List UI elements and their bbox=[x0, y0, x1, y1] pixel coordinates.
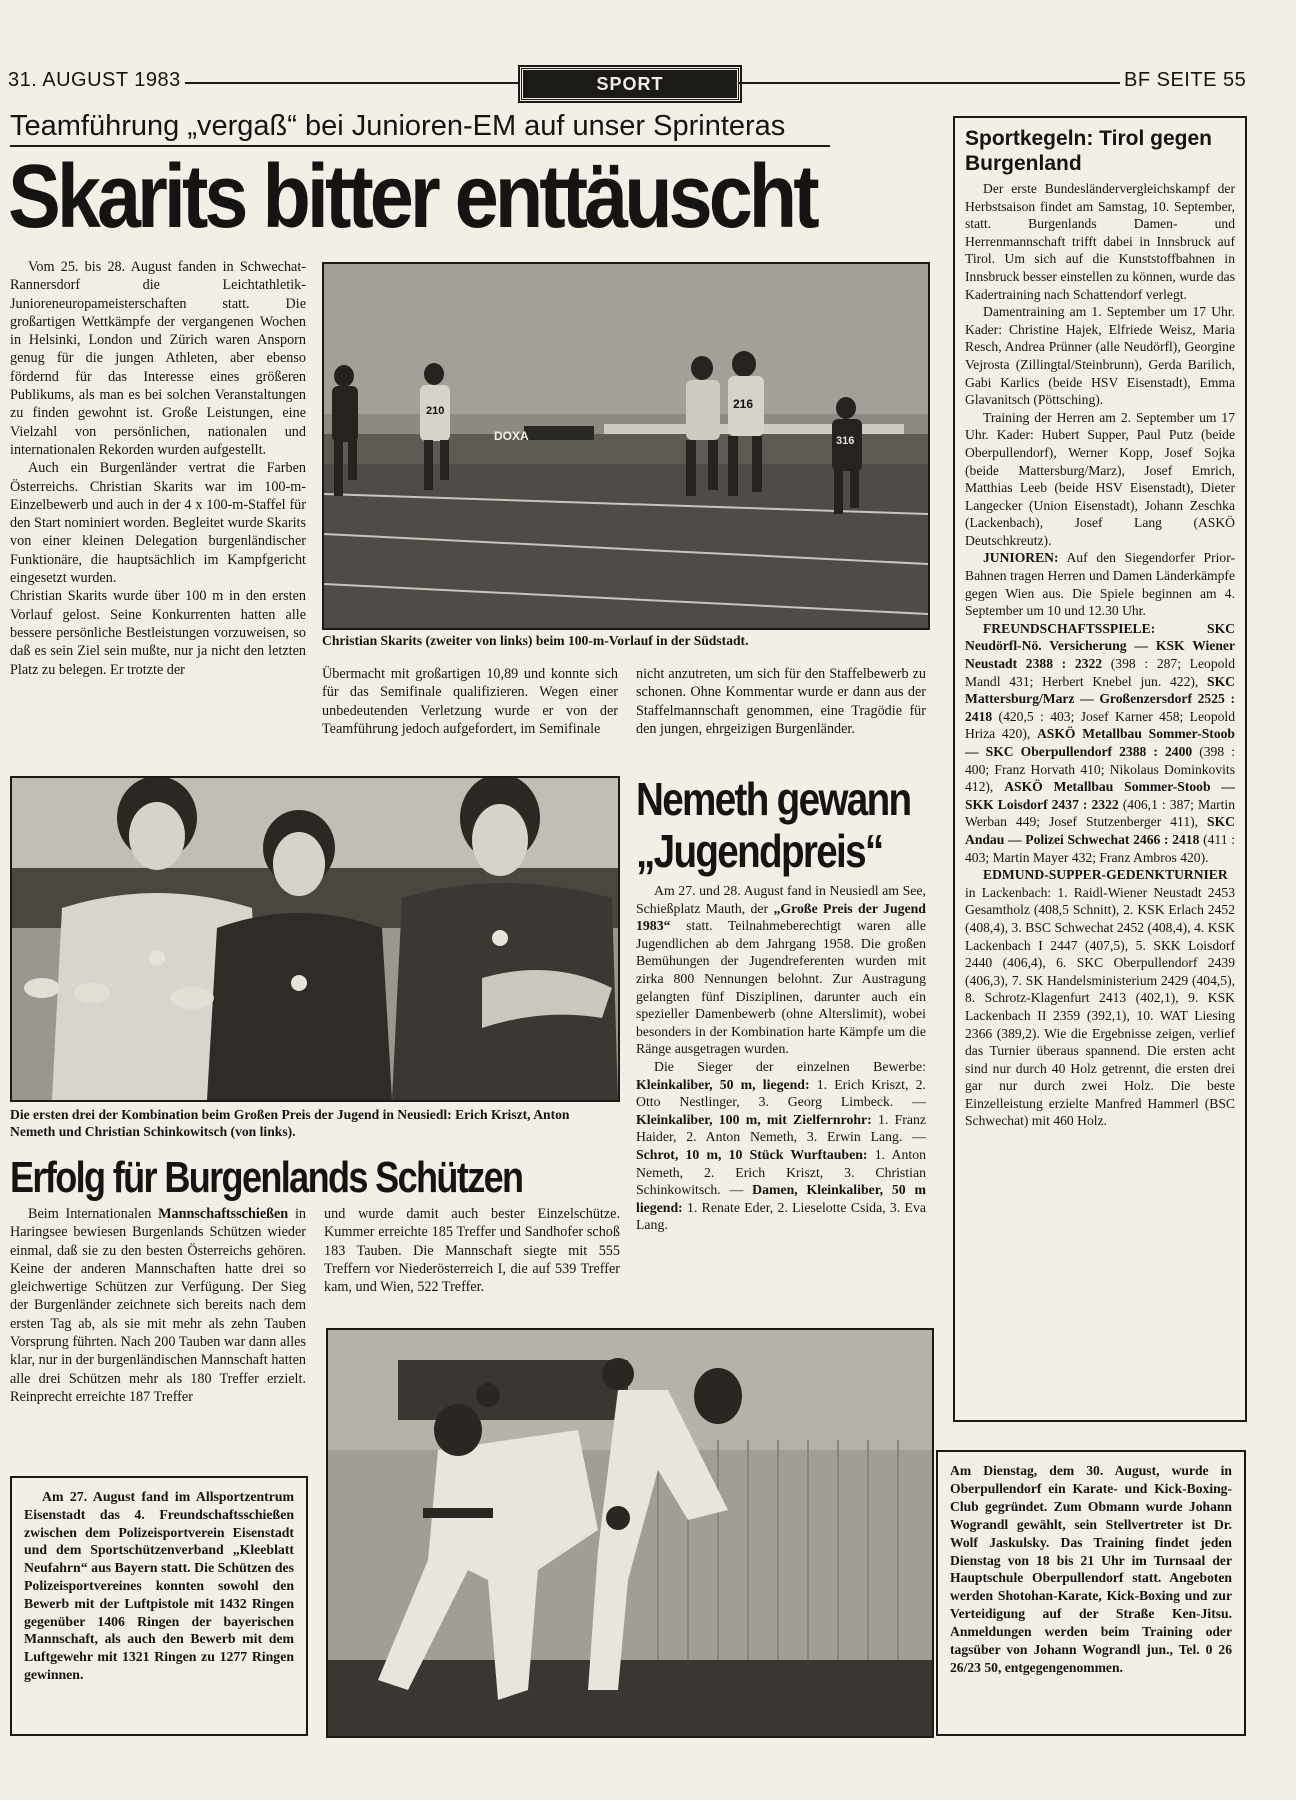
karate-photo bbox=[326, 1328, 934, 1738]
match-result: SKC Neudörfl-Nö. Versicherung — KSK Wiener Neustadt 2388 : 2322 bbox=[965, 620, 1235, 672]
header-page: BF SEITE 55 bbox=[1124, 69, 1247, 91]
kicker: Teamführung „vergaß“ bei Junioren-EM auf unser Sprinteras bbox=[10, 110, 830, 147]
match-result: SKC Andau — Polizei Schwechat 2466 : 2418 bbox=[965, 814, 1235, 847]
kegeln-junioren bbox=[965, 549, 1235, 619]
kegeln-box bbox=[953, 116, 1247, 1422]
kegeln-turnier-label: EDMUND-SUPPER-GEDENKTURNIER bbox=[983, 867, 1228, 883]
schuetzen-col-1 bbox=[10, 1205, 306, 1406]
kegeln-junioren-text: Auf den Siegendorfer Prior-Bahnen tragen Herren und Damen Länderkämpfe gegen Wien aus. Die Spiele beginnen am 4. September um 10 und 12.30 Uhr. bbox=[965, 550, 1235, 619]
header-rule-left bbox=[185, 82, 519, 84]
match-result: ASKÖ Metallbau Sommer-Stoob — SKK Loisdorf 2437 : 2322 bbox=[965, 779, 1236, 812]
bib-number: 316 bbox=[836, 435, 855, 447]
nemeth-text: Am 27. und 28. August fand in Neusiedl am See, Schießplatz Mauth, der bbox=[636, 883, 926, 916]
header-rule-right bbox=[738, 82, 1120, 84]
freundschaft-box bbox=[10, 1476, 308, 1736]
kegeln-paragraph: Damentraining am 1. September um 17 Uhr. Kader: Christine Hajek, Elfriede Weisz, Maria Resch, Andrea Prünner (alle Neudörfl), Georgine Vejrosta (Zillingtal/Steinbrunn), Gerda Barilich, Gabi Karlics (beide HSV Eisenstadt), Emma Glavanitsch (Pöttsching). bbox=[965, 304, 1235, 408]
section-label: SPORT bbox=[520, 67, 740, 101]
kegeln-paragraph: Der erste Bundesländervergleichskampf der Herbstsaison findet am Samstag, 10. September, statt. Burgenlands Damen- und Herrenmannschaft trifft dabei in Innsbruck auf Tirol. Um sich auf die Kunststoffbahnen in Innsbruck besser einstellen zu können, wurde das Kadertraining nach Schattendorf verlegt. bbox=[965, 181, 1235, 302]
nemeth-body bbox=[636, 882, 926, 1234]
kegeln-freund-label: FREUNDSCHAFTSSPIELE: bbox=[983, 620, 1156, 636]
schuetzen-paragraph bbox=[10, 1205, 306, 1406]
nemeth-paragraph bbox=[636, 882, 926, 1058]
match-result: SKC Mattersburg/Marz — Großenzersdorf 2525 : 2418 bbox=[965, 673, 1235, 724]
schuetzen-paragraph: und wurde damit auch bester Einzelschütze. Kummer erreichte 185 Treffer und Sandhofer schoß 183 Tauben. Die Mannschaft siegte mit 555 Treffern vor Niederösterreich I, die auf 539 Treffer kam, und Wien, 522 Treffer. bbox=[324, 1206, 620, 1296]
schuetzen-col-2 bbox=[324, 1205, 620, 1296]
story-paragraph: Vom 25. bis 28. August fanden in Schwechat-Rannersdorf die Leichtathletik-Junioreneuropameisterschaften statt. Die großartigen Wettkämpfe der vergangenen Wochen in Helsinki, London und Zürich waren Ansporn genug für die jungen Athleten, aber ebenso fördernd für das Interesse eines größeren Publikums, als man es bei solchen Veranstaltungen zu finden gewohnt ist. Große Leistungen, eine Vielzahl von persönlichen, nationalen und internationalen Rekorden wurden aufgestellt. bbox=[10, 259, 306, 458]
kegeln-freundschaft bbox=[965, 620, 1235, 866]
header-date: 31. AUGUST 1983 bbox=[8, 69, 181, 91]
shooters-photo bbox=[10, 776, 620, 1102]
schuetzen-headline: Erfolg für Burgenlands Schützen bbox=[10, 1153, 523, 1202]
sprint-photo bbox=[322, 262, 930, 630]
kegeln-junioren-label: JUNIOREN: bbox=[983, 550, 1059, 566]
bib-number: 216 bbox=[733, 397, 754, 411]
story-paragraph: Übermacht mit großartigen 10,89 und konnte sich für das Semifinale qualifizieren. Wegen einer unbedeutenden Verletzung wurde er von der Teamführung jedoch aufgefordert, im Semifinale bbox=[322, 666, 618, 737]
schuetzen-text: Beim Internationalen bbox=[28, 1206, 159, 1222]
match-detail: (411 : 403; Martin Mayer 432; Franz Ambros 420). bbox=[965, 831, 1235, 865]
ad-board-text: DOXA bbox=[494, 429, 529, 443]
match-detail: (406,1 : 387; Martin Werban 449; Josef Stutzenberger 411), bbox=[965, 796, 1235, 830]
result-category: Schrot, 10 m, 10 Stück Wurftauben: bbox=[636, 1146, 868, 1162]
bib-number: 210 bbox=[426, 405, 445, 417]
result-category: Kleinkaliber, 50 m, liegend: bbox=[636, 1076, 810, 1092]
story-col-3 bbox=[636, 665, 926, 738]
match-detail: (398 : 400; Franz Horvath 410; Nikolaus Dominkovits 412), bbox=[965, 744, 1235, 795]
result-text: 1. Renate Eder, 2. Lieselotte Csida, 3. Eva Lang. bbox=[636, 1199, 926, 1233]
kegeln-turnier-text: in Lackenbach: 1. Raidl-Wiener Neustadt 2453 Gesamtholz (408,5 Schnitt), 2. KSK Erlach 2452 (408,4), 3. BSC Schwechat 2452 (408,4), 4. KSK Lackenbach I 2447 (407,5), 5. SKK Loisdorf 2440 (406,4), 6. SKC Oberpullendorf 2439 (406,3), 7. SK Handelsministerium 2429 (404,5), 8. Schrotz-Klagenfurt 2413 (402,1), 9. KSK Lackenbach II 2359 (392,1), 10. WAT Liesing 2366 (389,2). Wie die Ergebnisse zeigen, verlief das Turnier überaus spannend. Die ersten acht sind nur durch 40 Holz getrennt, die ersten drei gar nur durch zwei Holz. Die beste Einzelleistung erzielte Manfred Hammerl (BSC Schwechat) mit 460 Holz. bbox=[965, 884, 1235, 1129]
story-col-2 bbox=[322, 665, 618, 738]
result-category: Damen, Kleinkaliber, 50 m liegend: bbox=[636, 1182, 926, 1215]
story-col-1 bbox=[10, 258, 306, 679]
nemeth-text: statt. Teilnahmeberechtigt waren alle Jugendlichen ab dem Jahrgang 1958. Die großen Bemühungen der Jugendreferenten wurden mit zirka 800 Nennungen belohnt. Zur Austragung gelangten fünf Disziplinen, darunter auch ein spezieller Damenbewerb (ohne Alterslimit), wobei besonders in der Kombination harte Kämpfe um die Ränge ausgetragen wurden. bbox=[636, 918, 926, 1057]
karate-text: Am Dienstag, dem 30. August, wurde in Oberpullendorf ein Karate- und Kick-Boxing-Club gegründet. Zum Obmann wurde Johann Wograndl gewählt, sein Stellvertreter ist Dr. Wolf Jaskulsky. Das Training findet jeden Dienstag von 18 bis 21 Uhr im Turnsaal der Hauptschule Oberpullendorf statt. Angeboten werden Shotohan-Karate, Kick-Boxing und zur Verteidigung auf der Straße Ken-Jitsu. Anmeldungen werden beim Training oder tagsüber von Johann Wograndl jun., Tel. 0 26 26/23 50, entgegengenommen. bbox=[950, 1463, 1232, 1675]
freundschaft-text: Am 27. August fand im Allsportzentrum Eisenstadt das 4. Freundschaftsschießen zwischen dem Polizeisportverein Eisenstadt und dem Sportschützenverband „Kleeblatt Neufahrn“ aus Bayern statt. Die Schützen des Polizeisportvereines konnten sowohl den Bewerb mit der Luftpistole mit 1432 Ringen gegenüber 1406 Ringen der bayerischen Mannschaft, als auch den Bewerb mit dem Luftgewehr mit 1321 Ringen zu 1277 Ringen gewinnen. bbox=[24, 1489, 294, 1682]
match-result: ASKÖ Metallbau Sommer-Stoob — SKC Oberpullendorf 2388 : 2400 bbox=[965, 726, 1235, 759]
result-category: Kleinkaliber, 100 m, mit Zielfernrohr: bbox=[636, 1111, 872, 1127]
schuetzen-event: Mannschaftsschießen bbox=[158, 1206, 289, 1222]
story-paragraph: Christian Skarits wurde über 100 m in den ersten Vorlauf gelost. Seine Konkurrenten hatten alle bessere persönliche Bestleistungen vorzuweisen, so daß es sein Ziel sein mußte, nur ja nicht den letzten Platz zu belegen. Er trotzte der bbox=[10, 588, 306, 678]
kegeln-paragraph: Training der Herren am 2. September um 17 Uhr. Kader: Hubert Supper, Paul Putz (beide Oberpullendorf), Werner Kopp, Josef Sojka (beide Mattersburg/Marz), Josef Emrich, Matthias Leeb (beide HSV Eisenstadt), Dieter Langecker (Union Eisenstadt), Johann Zeschka (Lackenbach), Josef Lang (ASKÖ Deutschkreutz). bbox=[965, 409, 1235, 548]
story-paragraph: nicht anzutreten, um sich für den Staffelbewerb zu schonen. Ohne Kommentar wurde er dann aus der Staffelmannschaft genommen, eine Tragödie für den jungen, ehrgeizigen Burgenländer. bbox=[636, 666, 926, 737]
story-paragraph: Auch ein Burgenländer vertrat die Farben Österreichs. Christian Skarits war im 100-m-Einzelbewerb und auch in der 4 x 100-m-Staffel für den Start nominiert worden. Begleitet wurde Skarits von einer kleinen Delegation burgenländischer Funktionäre, die hauptsächlich im Kampfgericht eingesetzt wurden. bbox=[10, 460, 306, 587]
result-text: Die Sieger der einzelnen Bewerbe: bbox=[654, 1058, 926, 1074]
nemeth-headline-1: Nemeth gewann bbox=[636, 773, 911, 825]
nemeth-event-name: „Große Preis der Jugend 1983“ bbox=[636, 900, 926, 934]
result-text: 1. Anton Nemeth, 2. Erich Kriszt, 3. Christian Schinkowitsch. — bbox=[636, 1146, 926, 1198]
schuetzen-text: in Haringsee bewiesen Burgenlands Schützen wieder einmal, daß sie zu den besten Österreichs gehören. Keine der anderen Mannschaften hatte drei so gleichwertige Schützen zur Verfügung. Der Sieg der Burgenländer zeichnete sich bereits nach dem ersten Tag ab, als sie mit mehr als zehn Tauben Vorsprung führten. Nach 200 Tauben war dann alles klar, nur in der burgenländischen Mannschaft hatten alle drei Schützen mehr als 180 Treffer erzielt. Reinprecht erreichte 187 Treffer bbox=[10, 1206, 306, 1405]
match-detail: (398 : 287; Leopold Mandl 431; Herbert Knebel jun. 422), bbox=[965, 656, 1235, 689]
nemeth-results bbox=[636, 1058, 926, 1234]
headline: Skarits bitter enttäuscht bbox=[8, 147, 816, 247]
shooters-photo-caption: Die ersten drei der Kombination beim Großen Preis der Jugend in Neusiedl: Erich Kriszt, Anton Nemeth und Christian Schinkowitsch (von links). bbox=[10, 1107, 570, 1139]
result-text: 1. Erich Kriszt, 2. Otto Nestlinger, 3. Georg Limbeck. — bbox=[636, 1076, 926, 1110]
match-detail: (420,5 : 403; Josef Karner 458; Leopold Hriza 420), bbox=[965, 708, 1235, 742]
kegeln-turnier bbox=[965, 866, 1235, 1130]
sprint-photo-caption: Christian Skarits (zweiter von links) beim 100-m-Vorlauf in der Südstadt. bbox=[322, 633, 749, 648]
kegeln-headline: Sportkegeln: Tirol gegen Burgenland bbox=[965, 127, 1212, 175]
nemeth-headline-2: „Jugendpreis“ bbox=[636, 825, 883, 877]
result-text: 1. Franz Haider, 2. Anton Nemeth, 3. Erwin Lang. — bbox=[636, 1111, 926, 1145]
karate-box bbox=[936, 1450, 1246, 1736]
